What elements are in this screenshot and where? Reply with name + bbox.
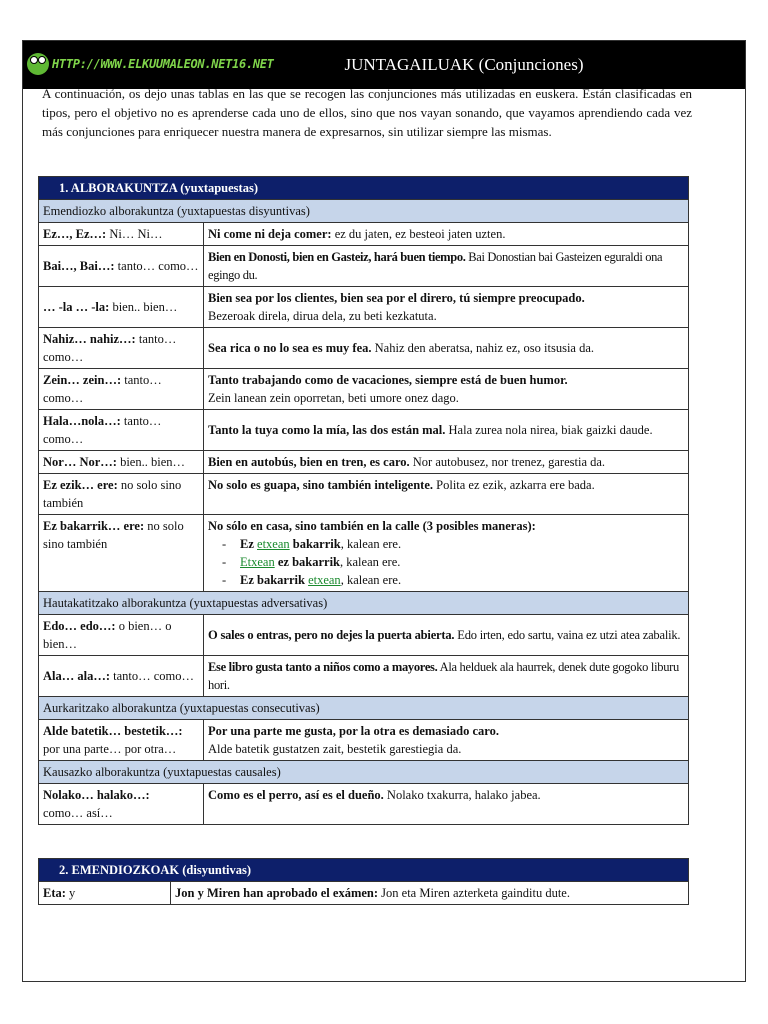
subsection-row xyxy=(39,200,689,223)
table-row xyxy=(39,656,689,697)
list-item: - Ez bakarrik etxean, kalean ere. xyxy=(222,573,402,587)
frog-logo-icon xyxy=(27,53,49,75)
conjunction-cell: Nolako… halako…: como… así… xyxy=(39,784,204,825)
example-cell: Bien en autobús, bien en tren, es caro. Nor autobusez, nor trenez, garestia da. xyxy=(204,451,689,474)
table-row xyxy=(39,882,689,905)
subsection-heading: Emendiozko alborakuntza (yuxtapuestas disyuntivas) xyxy=(39,200,689,223)
subsection-row xyxy=(39,761,689,784)
example-cell: Tanto la tuya como la mía, las dos están mal. Hala zurea nola nirea, biak gaizki daude. xyxy=(204,410,689,451)
page-header xyxy=(23,41,745,89)
table-row xyxy=(39,474,689,515)
example-cell: Tanto trabajando como de vacaciones, siempre está de buen humor. Zein lanean zein oporretan, beti umore onez dago. xyxy=(204,369,689,410)
logo-url-text: HTTP://WWW.ELKUUMALEON.NET16.NET xyxy=(52,57,274,71)
example-cell: Jon y Miren han aprobado el exámen: Jon eta Miren azterketa gainditu dute. xyxy=(171,882,689,905)
section-heading: 1. ALBORAKUNTZA (yuxtapuestas) xyxy=(39,177,689,200)
table-row xyxy=(39,287,689,328)
conjunction-cell: Edo… edo…: o bien… o bien… xyxy=(39,615,204,656)
table-row xyxy=(39,451,689,474)
example-cell: Sea rica o no lo sea es muy fea. Nahiz den aberatsa, nahiz ez, oso itsusia da. xyxy=(204,328,689,369)
site-logo[interactable] xyxy=(27,49,274,79)
conjunction-cell: Ez bakarrik… ere: no solo sino también xyxy=(39,515,204,592)
example-cell: Bien en Donosti, bien en Gasteiz, hará buen tiempo. Bai Donostian bai Gasteizen eguraldi ona egingo du. xyxy=(204,246,689,287)
conjunction-cell: Hala…nola…: tanto… como… xyxy=(39,410,204,451)
list-item: - Ez etxean bakarrik, kalean ere. xyxy=(222,537,402,551)
example-cell: Por una parte me gusta, por la otra es demasiado caro. Alde batetik gustatzen zait, bestetik garestiegia da. xyxy=(204,720,689,761)
section-heading-row xyxy=(39,859,689,882)
table-row xyxy=(39,223,689,246)
table-row xyxy=(39,369,689,410)
table-row xyxy=(39,615,689,656)
page-title: JUNTAGAILUAK (Conjunciones) xyxy=(344,55,584,74)
subsection-row xyxy=(39,697,689,720)
conjunction-cell: Eta: y xyxy=(39,882,171,905)
table-alborakuntza xyxy=(38,176,689,825)
example-cell: Ese libro gusta tanto a niños como a mayores. Ala helduek ala haurrek, denek dute gogoko liburu hori. xyxy=(204,656,689,697)
table-row xyxy=(39,784,689,825)
table-row xyxy=(39,328,689,369)
conjunction-cell: Nor… Nor…: bien.. bien… xyxy=(39,451,204,474)
example-cell: No sólo en casa, sino también en la calle (3 posibles maneras): - Ez etxean bakarrik, kalean ere. - Etxean ez bakarrik, kalean ere. - Ez bakarrik etxean, kalean ere. xyxy=(204,515,689,592)
example-cell: No solo es guapa, sino también inteligente. Polita ez ezik, azkarra ere bada. xyxy=(204,474,689,515)
table-row xyxy=(39,720,689,761)
subsection-row xyxy=(39,592,689,615)
table-row xyxy=(39,410,689,451)
example-cell: Ni come ni deja comer: ez du jaten, ez besteoi jaten uzten. xyxy=(204,223,689,246)
section-heading-row xyxy=(39,177,689,200)
conjunction-cell: Ala… ala…: tanto… como… xyxy=(39,656,204,697)
subsection-heading: Kausazko alborakuntza (yuxtapuestas causales) xyxy=(39,761,689,784)
subsection-heading: Aurkaritzako alborakuntza (yuxtapuestas consecutivas) xyxy=(39,697,689,720)
section-heading: 2. EMENDIOZKOAK (disyuntivas) xyxy=(39,859,689,882)
example-cell: Bien sea por los clientes, bien sea por el direro, tú siempre preocupado. Bezeroak direla, dirua dela, zu beti kezkatuta. xyxy=(204,287,689,328)
conjunction-cell: Zein… zein…: tanto… como… xyxy=(39,369,204,410)
conjunction-cell: Alde batetik… bestetik…: por una parte… por otra… xyxy=(39,720,204,761)
subsection-heading: Hautakatitzako alborakuntza (yuxtapuestas adversativas) xyxy=(39,592,689,615)
table-emendiozkoak xyxy=(38,858,689,905)
conjunction-cell: Ez ezik… ere: no solo sino también xyxy=(39,474,204,515)
intro-paragraph: A continuación, os dejo unas tablas en las que se recogen las conjunciones más utilizadas en euskera. Están clasificadas en tipos, pero el objetivo no es aprenderse cada uno de ellos, sino que nos vayan sonando, que vayamos aprendiendo cada vez más conjunciones para enriquecer nuestra manera de expresarnos, sin utilizar siempre las mismas. xyxy=(42,86,692,139)
conjunction-cell: Nahiz… nahiz…: tanto… como… xyxy=(39,328,204,369)
conjunction-cell: Ez…, Ez…: Ni… Ni… xyxy=(39,223,204,246)
list-item: - Etxean ez bakarrik, kalean ere. xyxy=(222,555,401,569)
example-cell: Como es el perro, así es el dueño. Nolako txakurra, halako jabea. xyxy=(204,784,689,825)
table-row xyxy=(39,515,689,592)
example-cell: O sales o entras, pero no dejes la puerta abierta. Edo irten, edo sartu, vaina ez utzi atea zabalik. xyxy=(204,615,689,656)
conjunction-cell: … -la … -la: bien.. bien… xyxy=(39,287,204,328)
conjunction-cell: Bai…, Bai…: tanto… como… xyxy=(39,246,204,287)
table-row xyxy=(39,246,689,287)
